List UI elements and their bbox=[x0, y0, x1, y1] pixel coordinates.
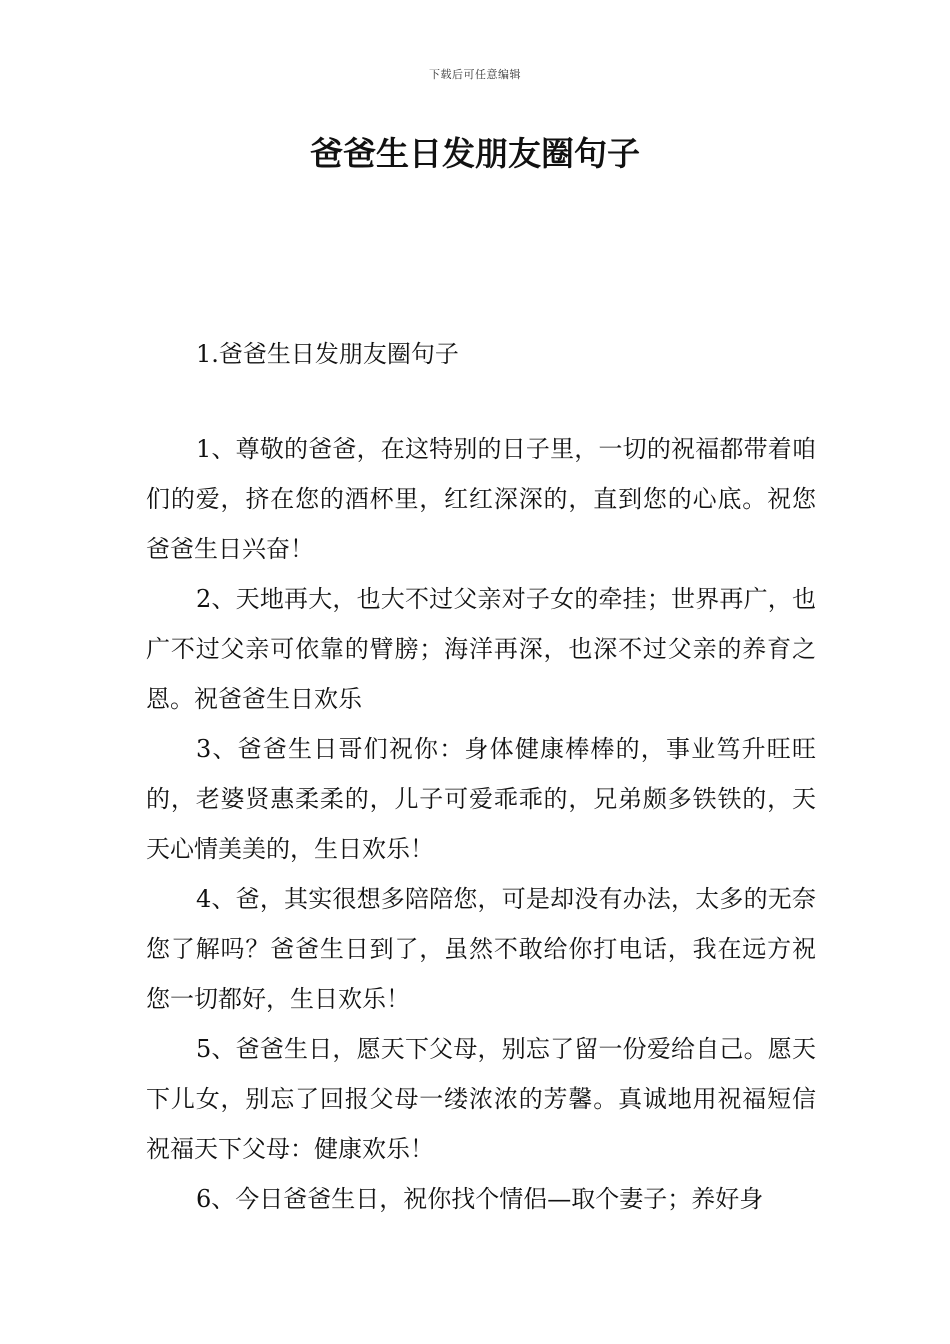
paragraph-6: 6、今日爸爸生日，祝你找个情侣—取个妻子；养好身 bbox=[196, 1185, 764, 1213]
paragraph-4: 4、爸，其实很想多陪陪您，可是却没有办法，太多的无奈您了解吗？爸爸生日到了，虽然不敢给你打电话，我在远方祝您一切都好，生日欢乐！ bbox=[146, 885, 816, 1013]
paragraph-5: 5、爸爸生日，愿天下父母，别忘了留一份爱给自己。愿天下儿女，别忘了回报父母一缕浓浓的芳馨。真诚地用祝福短信祝福天下父母：健康欢乐！ bbox=[146, 1035, 816, 1163]
document-body bbox=[146, 424, 816, 1224]
document-title: 爸爸生日发朋友圈句子 bbox=[310, 134, 640, 173]
paragraph-1: 1、尊敬的爸爸，在这特别的日子里，一切的祝福都带着咱们的爱，挤在您的酒杯里，红红深深的，直到您的心底。祝您爸爸生日兴奋！ bbox=[146, 435, 816, 563]
header-note: 下载后可任意编辑 bbox=[429, 68, 521, 81]
paragraph-3: 3、爸爸生日哥们祝你：身体健康棒棒的，事业笃升旺旺的，老婆贤惠柔柔的，儿子可爱乖乖的，兄弟颇多铁铁的，天天心情美美的，生日欢乐！ bbox=[146, 735, 816, 863]
paragraph-2: 2、天地再大，也大不过父亲对子女的牵挂；世界再广，也广不过父亲可依靠的臂膀；海洋再深，也深不过父亲的养育之恩。祝爸爸生日欢乐 bbox=[146, 585, 816, 713]
section-heading: 1.爸爸生日发朋友圈句子 bbox=[196, 340, 459, 368]
